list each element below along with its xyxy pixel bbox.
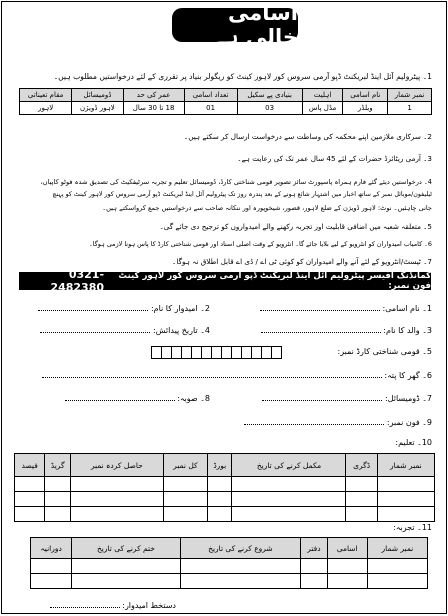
- table-row[interactable]: [31, 574, 428, 589]
- instruction-3: 3۔ آرمی ریٹائرڈ حضرات کے لئے 45 سال عمر تک کی رعایت ہے۔: [237, 154, 432, 163]
- field-cnic: [338, 347, 433, 356]
- header-cell: شروع کرنے کی تاریخ: [180, 538, 301, 559]
- instruction-2: 2۔ سرکاری ملازمین اپنے محکمہ کی وساطت سے درخواست ارسال کر سکتے ہیں۔: [184, 132, 432, 141]
- vacancy-table: [19, 88, 432, 115]
- table-row: [20, 102, 432, 115]
- field-experience: [393, 523, 432, 532]
- field-dob: [40, 324, 210, 335]
- job-advertisement: [1, 1, 447, 614]
- header-cell: بورڈ: [208, 454, 232, 477]
- field-label: 6۔ گھر کا پتہ:: [384, 371, 432, 380]
- instruction-6: 6۔ کامیاب امیدواران کو انٹرویو کے لیے بلایا جائے گا۔ انٹرویو کے وقت اصلی اسناد اور قومی شناختی کارڈ کا پاس ہونا لازمی ہوگا۔: [89, 240, 432, 248]
- table-cell: لاہور: [20, 102, 72, 115]
- header-cell: تعداد اسامی: [184, 89, 237, 102]
- table-row[interactable]: [31, 559, 428, 574]
- experience-table-header: [31, 538, 428, 559]
- instruction-4-note: جانی چاہئیں۔ نوٹ: لاہور ڈویژن کے ضلع لاہور، قصور، شیخوپورہ اور ننکانہ صاحب سے درخواستیں جمع کرواسکتے ہیں۔: [102, 204, 432, 212]
- field-signature: [50, 599, 176, 610]
- table-cell: ویلڈر: [343, 102, 388, 115]
- header-cell: دورانیہ: [31, 538, 72, 559]
- field-candidate-name: [38, 302, 210, 313]
- header-cell: فیصد: [15, 454, 45, 477]
- header-cell: ڈومیسائل: [72, 89, 123, 102]
- header-cell: نمبر شمار: [367, 538, 427, 559]
- contact-text: کمانڈنگ آفیسر پیٹرولیم آئل اینڈ لبریکنٹ ڈپو آرمی سروس کور لاہور کینٹ فون نمبر:: [118, 271, 431, 291]
- vacancy-table-header: [20, 89, 432, 102]
- field-address: [42, 369, 432, 380]
- dob-blank[interactable]: [40, 324, 150, 333]
- instruction-5: 5۔ متعلقہ شعبہ میں اضافی قابلیت اور تجربہ رکھنے والے امیدواروں کو ترجیح دی جائے گی۔: [159, 222, 432, 231]
- field-label: 8۔ صوبہ:: [177, 394, 210, 403]
- phone-blank[interactable]: [244, 416, 384, 425]
- table-cell: لاہور ڈویژن: [72, 102, 123, 115]
- field-label: 7۔ ڈومیسائل:: [384, 394, 432, 403]
- field-father-name: [261, 324, 432, 335]
- field-label: 11۔ تجربہ:: [393, 523, 432, 532]
- candidate-name-blank[interactable]: [38, 302, 148, 311]
- vacancy-banner: اسامی خالی ہے: [172, 8, 298, 42]
- header-cell: کل نمبر: [163, 454, 207, 477]
- father-name-blank[interactable]: [261, 324, 381, 333]
- education-table-header: [15, 454, 435, 477]
- field-label: 4۔ تاریخ پیدائش:: [153, 326, 210, 335]
- field-label: 10۔ تعلیم:: [395, 438, 432, 447]
- contact-bar: [19, 268, 431, 294]
- header-cell: ختم کرنے کی تاریخ: [72, 538, 180, 559]
- field-label: 1۔ نام اسامی:: [382, 304, 432, 313]
- experience-table: [30, 537, 428, 589]
- header-cell: بنیادی پے سکیل: [237, 89, 302, 102]
- field-domicile: [262, 392, 432, 403]
- table-cell: 03: [237, 102, 302, 115]
- field-label: 2۔ امیدوار کا نام:: [150, 304, 210, 313]
- province-blank[interactable]: [65, 392, 175, 401]
- field-post-name: [260, 302, 432, 313]
- field-phone: [244, 416, 432, 427]
- instruction-7: 7۔ ٹیسٹ/انٹرویو کے لئے آنے والے امیدواران کو کوئی ٹی اے / ڈی اے قابل اطلاق نہ ہوگا۔: [172, 257, 432, 266]
- header-cell: نمبر شمار: [377, 454, 434, 477]
- table-cell: 01: [184, 102, 237, 115]
- instruction-4: 4۔ درخواستیں دیئے گئے فارم ہمراہ پاسپورٹ سائز تصویر قومی شناختی کارڈ، ڈومیسائل تعلیم و تجربہ سرٹیفکیٹ کی تصدیق شدہ فوٹو کاپیاں،: [40, 178, 432, 186]
- header-cell: ڈگری: [346, 454, 377, 477]
- table-row[interactable]: [15, 507, 435, 522]
- header-cell: حاصل کردہ نمبر: [71, 454, 164, 477]
- education-table: [14, 453, 435, 522]
- cnic-boxes[interactable]: [152, 346, 282, 359]
- instruction-4-cont: ٹیلیفون/موبائل نمبر کے ساتھ اخبار میں اشتہار شائع ہونے کے بعد پندرہ روز تک پیٹرولیم آئل اینڈ لبریکنٹ ڈپو آرمی سروس کور لاہور کینٹ کو پہنچ: [52, 191, 432, 198]
- header-cell: عمر کی حد: [123, 89, 184, 102]
- header-cell: نام اسامی: [343, 89, 388, 102]
- table-cell: 18 تا 30 سال: [123, 102, 184, 115]
- header-cell: دفتر: [301, 538, 327, 559]
- intro-text: 1۔ پیٹرولیم آئل اینڈ لبریکنٹ ڈپو آرمی سروس کور لاہور کینٹ کو ریگولر بنیاد پر تقرری کے لئے درخواستیں مطلوب ہیں۔: [53, 72, 432, 81]
- field-label: 5۔ قومی شناختی کارڈ نمبر:: [337, 347, 432, 356]
- header-cell: نمبر شمار: [388, 89, 432, 102]
- table-cell: مڈل پاس: [302, 102, 343, 115]
- field-label: 9۔ فون نمبر:: [386, 418, 432, 427]
- field-education: [395, 438, 432, 447]
- header-cell: اسامی: [327, 538, 367, 559]
- signature-label: دستخط امیدوار:: [122, 601, 176, 610]
- contact-phone: 0321-2482380: [50, 268, 105, 294]
- domicile-blank[interactable]: [262, 392, 382, 401]
- field-province: [65, 392, 210, 403]
- table-row[interactable]: [15, 492, 435, 507]
- header-cell: مکمل کرنے کی تاریخ: [232, 454, 346, 477]
- table-cell: 1: [388, 102, 432, 115]
- field-label: 3۔ والد کا نام:: [383, 326, 432, 335]
- header-cell: گریڈ: [45, 454, 71, 477]
- header-cell: مقام تعیناتی: [20, 89, 72, 102]
- signature-blank[interactable]: [50, 599, 120, 608]
- address-blank[interactable]: [42, 369, 382, 378]
- header-cell: اہلیت: [302, 89, 343, 102]
- post-name-blank[interactable]: [260, 302, 380, 311]
- table-row[interactable]: [15, 477, 435, 492]
